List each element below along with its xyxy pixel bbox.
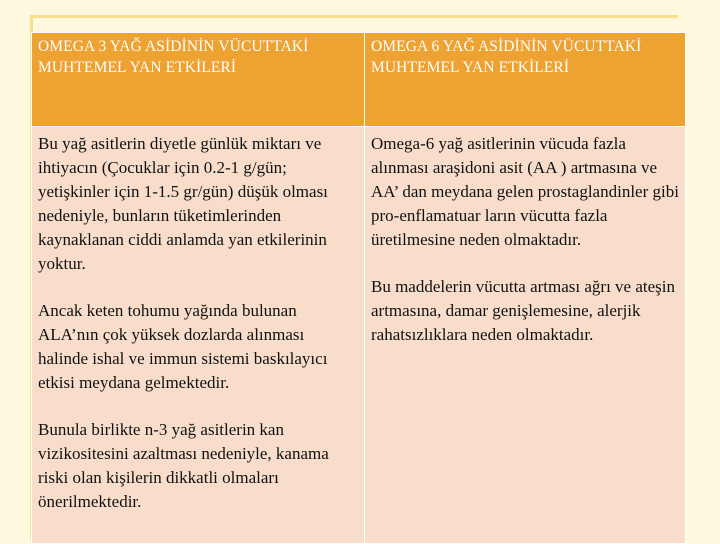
header-cell-omega6	[365, 33, 686, 127]
header-omega6-text: OMEGA 6 YAĞ ASİDİNİN VÜCUTTAKİ MUHTEMEL YAN ETKİLERİ	[371, 38, 642, 76]
omega3-paragraph: Bu yağ asitlerin diyetle günlük miktarı ve ihtiyacın (Çocuklar için 0.2-1 g/gün; yetişkinler için 1-1.5 gr/gün) düşük olması nedeniyle, bunların tüketimlerinden kaynaklanan ciddi anlamda yan etkilerinin yoktur.	[38, 134, 328, 273]
header-cell-omega3	[32, 33, 365, 127]
table-body-row	[32, 127, 686, 544]
table-header-row	[32, 33, 686, 127]
body-cell-omega6	[365, 127, 686, 544]
slide-top-rule	[30, 15, 678, 18]
header-omega3-text: OMEGA 3 YAĞ ASİDİNİN VÜCUTTAKİ MUHTEMEL YAN ETKİLERİ	[38, 38, 309, 76]
omega6-paragraph: Bu maddelerin vücutta artması ağrı ve ateşin artmasına, damar genişlemesine, alerjik rahatsızlıklara neden olmaktadır.	[371, 277, 676, 344]
body-cell-omega3	[32, 127, 365, 544]
omega6-paragraph: Omega-6 yağ asitlerinin vücuda fazla alınması araşidoni asit (AA ) artmasına ve AA’ dan meydana gelen prostaglandinler gibi pro-enflamatuar ların vücutta fazla üretilmesine neden olmaktadır.	[371, 134, 679, 249]
omega3-paragraph: Ancak keten tohumu yağında bulunan ALA’nın çok yüksek dozlarda alınması halinde ishal ve immun sistemi baskılayıcı etkisi meydana gelmektedir.	[38, 301, 328, 392]
comparison-table	[31, 32, 686, 544]
omega3-paragraph: Bunula birlikte n-3 yağ asitlerin kan vizikositesini azaltması nedeniyle, kanama riski olan kişilerin dikkatli olmaları önerilmektedir.	[38, 420, 329, 511]
